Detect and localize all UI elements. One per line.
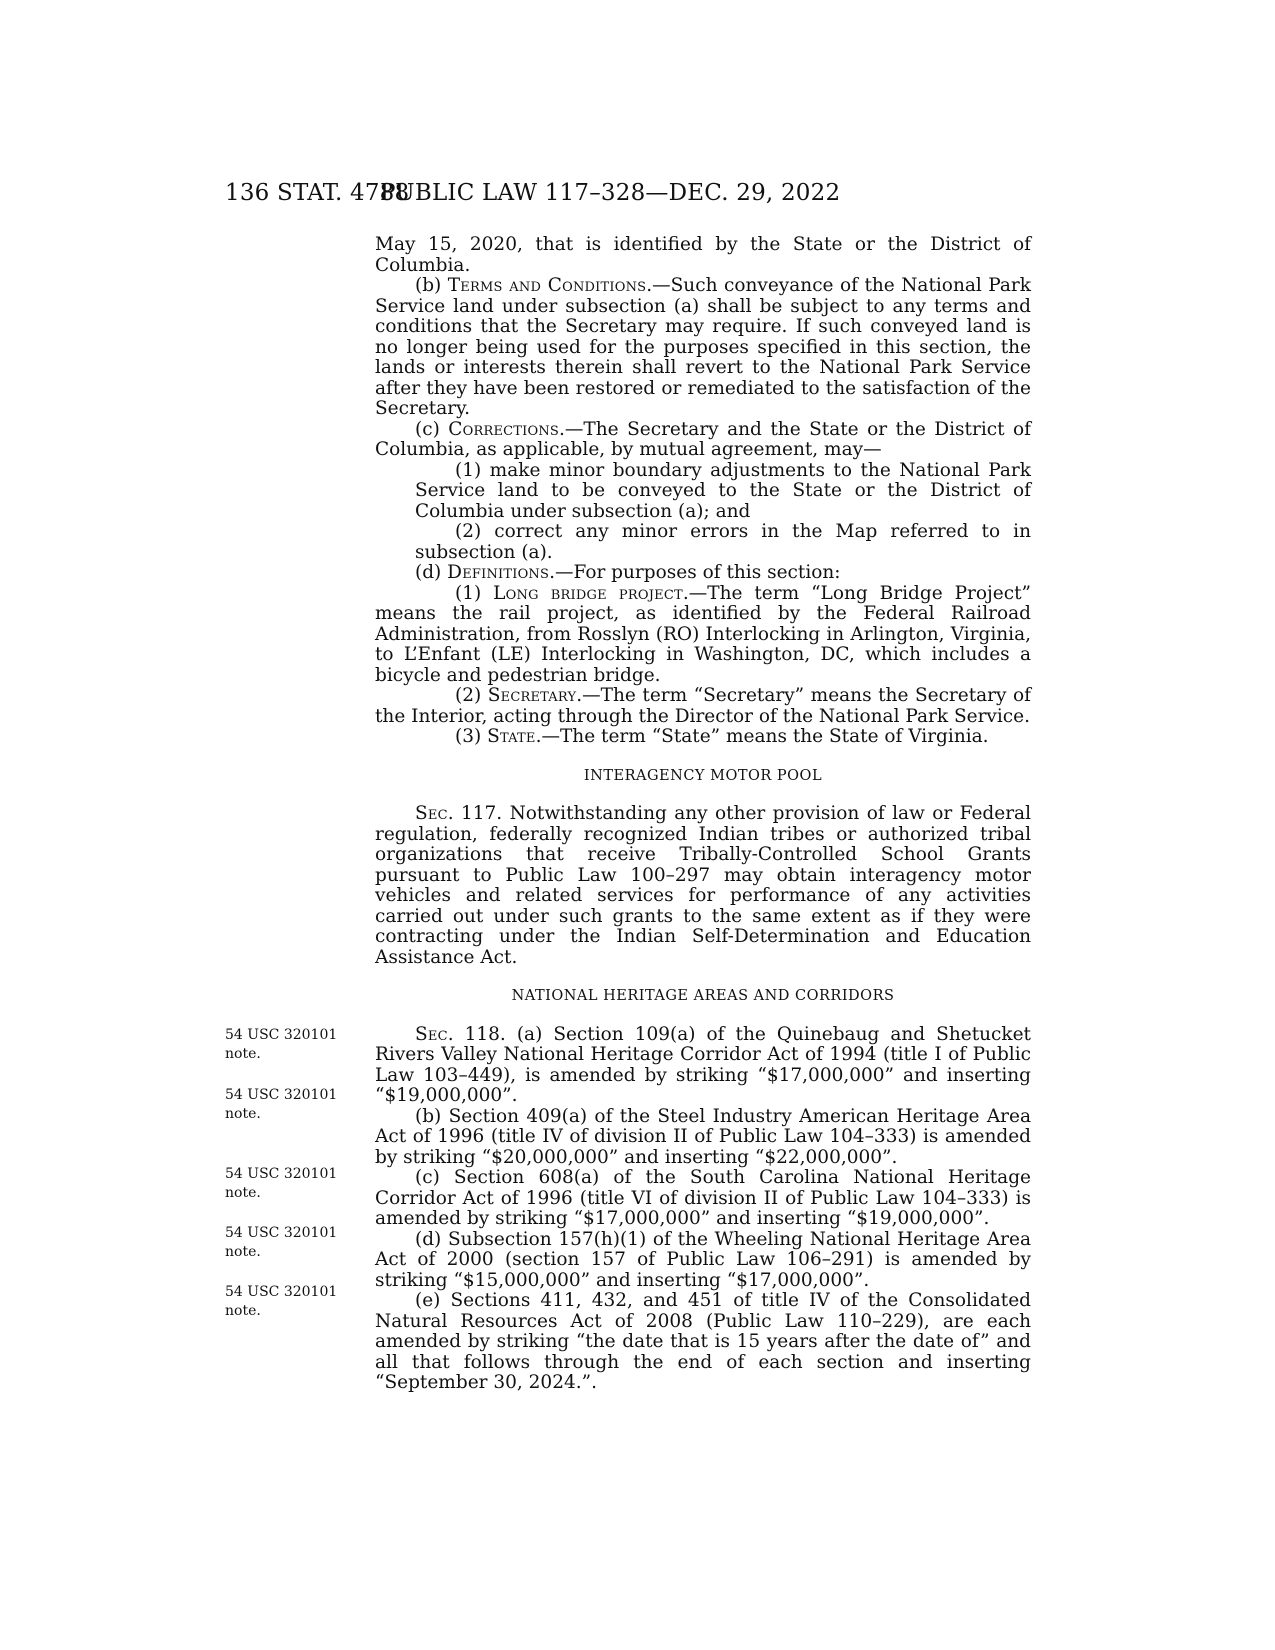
margin-note-suffix: note. [225, 1244, 261, 1260]
margin-note [225, 1165, 345, 1203]
section-118-b: (b) Section 409(a) of the Steel Industry American Heritage Area Act of 1996 (title IV of division II of Public Law 104–333) is amended by striking “$20,000,000” and inserting “$22,000,000”. [375, 1105, 1031, 1168]
section-heading-heritage-areas: NATIONAL HERITAGE AREAS AND CORRIDORS [511, 988, 895, 1004]
section-118-c: (c) Section 608(a) of the South Carolina National Heritage Corridor Act of 1996 (title VI of division II of Public Law 104–333) is amended by striking “$17,000,000” and inserting “$19,000,000”. [375, 1167, 1031, 1229]
definition-text: .—The term “Long Bridge Project” means the rail project, as identified by the Federal Railroad Administration, from Rosslyn (RO) Interlocking in Arlington, Virginia, to L’Enfant (LE) Interlocking in Washington, DC, which includes a bicycle and pedestrian bridge. [375, 582, 1031, 686]
subsection-text: .—The Secretary and the State or the District of Columbia, as applicable, by mutual agreement, may— [375, 418, 1031, 460]
margin-note-citation: 54 USC 320101 [225, 1284, 338, 1300]
margin-note-citation: 54 USC 320101 [225, 1027, 338, 1043]
section-text: . 118. (a) Section 109(a) of the Quinebaug and Shetucket Rivers Valley National Heritage Corridor Act of 1994 (title I of Public Law 103–449), is amended by striking “$17,000,000” and inserting “$19,000,000”. [375, 1023, 1031, 1106]
subsection-b [375, 276, 1031, 420]
continued-paragraph: May 15, 2020, that is identified by the State or the District of Columbia. [375, 234, 1031, 276]
subsection-text: .—For purposes of this section: [549, 562, 841, 583]
subsection-d [375, 563, 1031, 584]
definition-2 [375, 686, 1031, 727]
subsection-heading: Terms and Conditions [447, 275, 647, 296]
definition-term: Secretary [487, 685, 577, 706]
document-body [375, 235, 1031, 1394]
margin-note-citation: 54 USC 320101 [225, 1225, 338, 1241]
definition-term: State [487, 726, 536, 747]
definition-label: (3) [455, 726, 488, 747]
section-118-a [375, 1025, 1031, 1107]
subsection-text: .—Such conveyance of the National Park Service land under subsection (a) shall be subject to any terms and conditions that the Secretary may require. If such conveyed land is no longer being used for the purposes specified in this section, the lands or interests therein shall revert to the National Park Service after they have been restored or remediated to the satisfaction of the Secretary. [375, 275, 1031, 419]
definition-term: Long bridge project [493, 582, 683, 604]
margin-note-citation: 54 USC 320101 [225, 1166, 338, 1182]
definition-text: .—The term “State” means the State of Virginia. [535, 726, 989, 747]
running-head-title: PUBLIC LAW 117–328—DEC. 29, 2022 [380, 180, 841, 206]
subsection-heading: Definitions [447, 562, 550, 583]
margin-note-suffix: note. [225, 1185, 261, 1201]
section-text: . 117. Notwithstanding any other provision of law or Federal regulation, federally recognized Indian tribes or authorized tribal organizations that receive Tribally-Controlled School Grants pursuant to Public Law 100–297 may obtain interagency motor vehicles and related services for performance of any activities carried out under such grants to the same extent as if they were contracting under the Indian Self-Determination and Education Assistance Act. [375, 803, 1031, 968]
margin-note [225, 1086, 345, 1124]
margin-note [225, 1283, 345, 1321]
margin-note-suffix: note. [225, 1046, 261, 1062]
section-118-e: (e) Sections 411, 432, and 451 of title IV of the Consolidated Natural Resources Act of 2008 (Public Law 110–229), are each amended by striking “the date that is 15 years after the date of” and all that follows through the end of each section and inserting “September 30, 2024.”. [375, 1290, 1031, 1393]
section-label: Sec [415, 1023, 448, 1045]
section-117 [375, 804, 1031, 968]
paragraph-c1: (1) make minor boundary adjustments to the National Park Service land to be conveyed to the State or the District of Columbia under subsection (a); and [415, 459, 1031, 522]
definition-3 [375, 727, 1031, 748]
section-118-d: (d) Subsection 157(h)(1) of the Wheeling National Heritage Area Act of 2000 (section 157 of Public Law 106–291) is amended by striking “$15,000,000” and inserting “$17,000,000”. [375, 1228, 1031, 1291]
subsection-heading: Corrections [448, 418, 560, 440]
definition-label: (2) [455, 685, 488, 706]
subsection-label: (c) [415, 418, 449, 440]
subsection-label: (d) [415, 562, 448, 583]
margin-note-suffix: note. [225, 1106, 261, 1122]
margin-note [225, 1224, 345, 1262]
margin-note [225, 1026, 345, 1064]
margin-note-suffix: note. [225, 1303, 261, 1319]
subsection-c [375, 420, 1031, 461]
page-header [225, 180, 1035, 220]
subsection-label: (b) [415, 275, 448, 296]
definition-label: (1) [455, 582, 494, 604]
definition-1 [375, 584, 1031, 687]
margin-note-citation: 54 USC 320101 [225, 1087, 338, 1103]
definition-text: .—The term “Secretary” means the Secretary of the Interior, acting through the Director of the National Park Service. [375, 685, 1031, 727]
paragraph-c2: (2) correct any minor errors in the Map referred to in subsection (a). [415, 521, 1031, 563]
statute-page-reference: 136 STAT. 4788 [225, 180, 410, 206]
section-heading-motor-pool: INTERAGENCY MOTOR POOL [583, 767, 823, 784]
section-label: Sec [415, 803, 448, 824]
